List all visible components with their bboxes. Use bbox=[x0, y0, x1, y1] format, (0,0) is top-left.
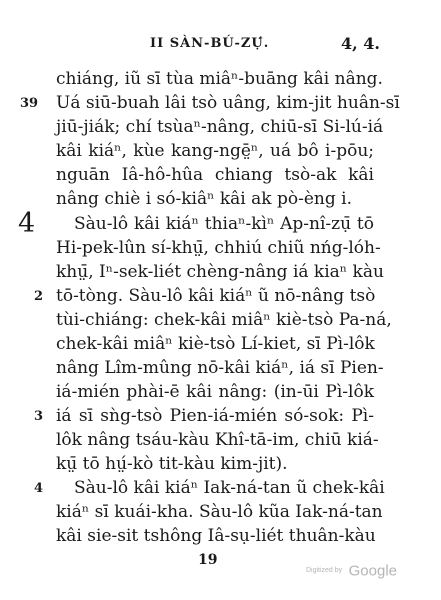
text-line: nâng chiè i só-kiâⁿ kâi ak pò-èng i. bbox=[56, 189, 352, 209]
text-line: Uá siū-buah lâi tsò uâng, kim-jit huân-sī bbox=[56, 93, 400, 113]
watermark-prefix: Digitized by bbox=[305, 567, 343, 575]
chapter-verse-reference: 4, 4. bbox=[341, 34, 380, 53]
text-line: Sàu-lô kâi kiáⁿ thiaⁿ-kìⁿ Ap-nî-zụ̄ tō bbox=[74, 214, 374, 234]
text-line: iá sī sǹg-tsò Pien-iá-mién só-sok: Pì- bbox=[56, 406, 374, 426]
text-line: lôk nâng tsáu-kàu Khî-tā-im, chiū kiá- bbox=[56, 430, 379, 450]
text-line: kâi sie-sit tshông Iâ-sụ-liét thuân-kàu bbox=[56, 526, 376, 546]
digitizer-watermark bbox=[306, 562, 397, 580]
verse-number: 3 bbox=[34, 409, 44, 424]
running-head bbox=[60, 36, 380, 56]
text-line: kṳ̄ tō hṳ́-kò tit-kàu kim-jit). bbox=[56, 454, 288, 474]
verse-number: 2 bbox=[34, 289, 44, 304]
text-line: tùi-chiáng: chek-kâi miâⁿ kiè-tsò Pa-ná, bbox=[56, 310, 392, 330]
page-number: 19 bbox=[198, 552, 218, 568]
text-line: Sàu-lô kâi kiáⁿ Iak-ná-tan ũ chek-kâi bbox=[74, 478, 385, 498]
text-line: kâi kiáⁿ, kùe kang-ngē̤ⁿ, uá bô i-pōu; bbox=[56, 141, 374, 161]
chapter-number: 4 bbox=[18, 208, 36, 239]
text-line: Hi-pek-lûn sí-khṳ̄, chhiú chiũ nńg-lóh- bbox=[56, 238, 381, 258]
running-title: II SÀN-BÚ-ZỤ́. bbox=[150, 36, 270, 51]
verse-number: 4 bbox=[34, 481, 44, 496]
text-line: jiū-jiák; chí tsùaⁿ-nâng, chiū-sī Si-lú-iá bbox=[56, 117, 384, 137]
text-line: iá-mién phài-ē kâi nâng: (in-ūi Pì-lôk bbox=[56, 382, 374, 402]
text-line: nâng Lîm-mûng nō-kâi kiáⁿ, iá sī Pien- bbox=[56, 358, 384, 378]
watermark-brand: Google bbox=[348, 562, 397, 580]
text-line: nguān Iâ-hô-hûa chiang tsò-ak kâi bbox=[56, 165, 374, 185]
text-line: chek-kâi miâⁿ kiè-tsò Lí-kiet, sī Pì-lôk bbox=[56, 334, 375, 354]
text-line: khṳ̄, Iⁿ-sek-liét chèng-nâng iá kiaⁿ kàu bbox=[56, 262, 384, 282]
text-line: chiáng, iũ sī tùa miâⁿ-buāng kâi nâng. bbox=[56, 69, 383, 89]
verse-number: 39 bbox=[20, 96, 39, 111]
text-line: kiáⁿ sī kuái-kha. Sàu-lô kũa Iak-ná-tan bbox=[56, 502, 383, 522]
text-line: tō-tòng. Sàu-lô kâi kiáⁿ ũ nō-nâng tsò bbox=[56, 286, 376, 306]
